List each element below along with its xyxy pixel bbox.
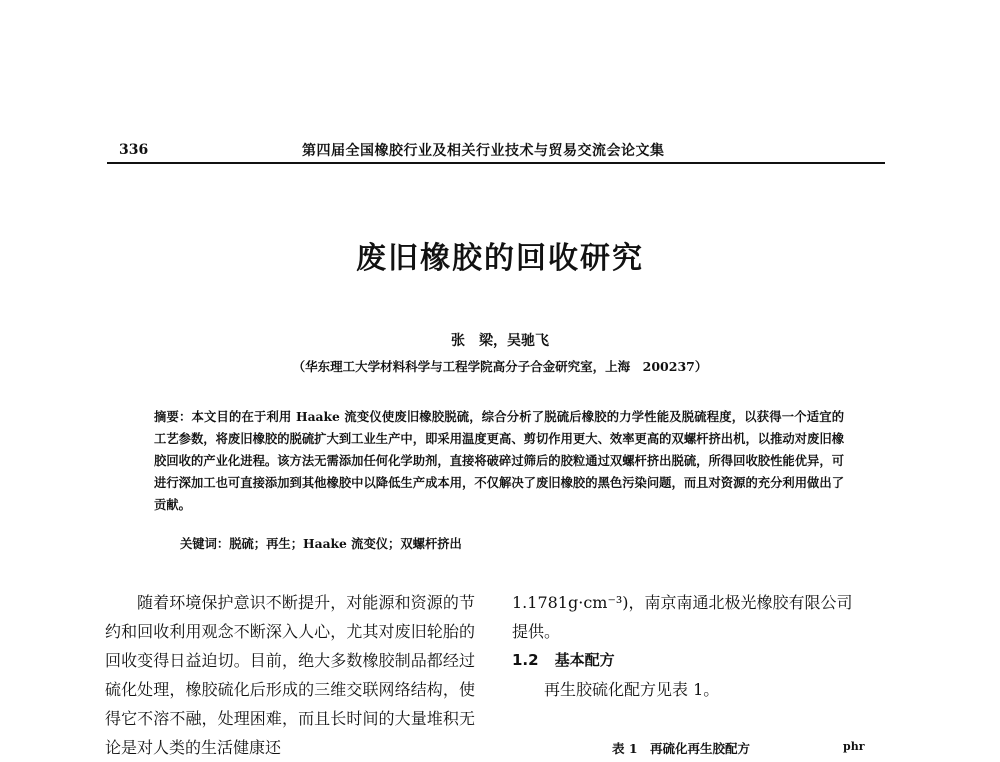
- running-header: [107, 136, 885, 164]
- body-column-right: [512, 588, 892, 704]
- journal-title: 第四届全国橡胶行业及相关行业技术与贸易交流会论文集: [302, 143, 665, 159]
- affiliation: （华东理工大学材料科学与工程学院高分子合金研究室，上海 200237）: [292, 359, 708, 374]
- paper-title: 废旧橡胶的回收研究: [356, 241, 644, 276]
- body-column-left: [105, 588, 475, 762]
- keywords-label: 关键词：: [180, 536, 230, 551]
- abstract-text: 本文目的在于利用 Haake 流变仪使废旧橡胶脱硫，综合分析了脱硫后橡胶的力学性能及脱硫程度，以获得一个适宜的工艺参数，将废旧橡胶的脱硫扩大到工业生产中，即采用温度更高、剪切作用更大、效率更高的双螺杆挤出机，以推动对废旧橡胶回收的产业化进程。该方法无需添加任何化学助剂，直接将破碎过筛后的胶粒通过双螺杆挤出脱硫，所得回收胶性能优异，可进行深加工也可直接添加到其他橡胶中以降低生产成本用，不仅解决了废旧橡胶的黑色污染问题，而且对资源的充分利用做出了贡献。: [154, 409, 844, 512]
- intro-paragraph: 随着环境保护意识不断提升，对能源和资源的节约和回收利用观念不断深入人心，尤其对废旧轮胎的回收变得日益迫切。目前，绝大多数橡胶制品都经过硫化处理，橡胶硫化后形成的三维交联网络结构，使得它不溶不融，处理困难，而且长时间的大量堆积无论是对人类的生活健康还: [105, 593, 475, 757]
- table-unit: phr: [843, 740, 865, 753]
- material-line-1: 1.1781g·cm⁻³)，南京南通北极光橡胶有限公司: [512, 593, 853, 612]
- abstract-label: 摘要：: [154, 409, 192, 424]
- keywords: [180, 534, 462, 552]
- authors: 张 梁，吴驰飞: [451, 333, 549, 349]
- table-caption: 表 1 再硫化再生胶配方: [612, 741, 751, 756]
- section-number: 1.2: [512, 651, 539, 669]
- section-heading: [512, 646, 892, 675]
- page-number: 336: [119, 142, 149, 158]
- abstract: [154, 406, 844, 516]
- keywords-text: 脱硫；再生；Haake 流变仪；双螺杆挤出: [229, 536, 462, 551]
- material-line-2: 提供。: [512, 622, 561, 641]
- section-title: 基本配方: [554, 651, 615, 669]
- formula-paragraph: 再生胶硫化配方见表 1。: [544, 680, 720, 699]
